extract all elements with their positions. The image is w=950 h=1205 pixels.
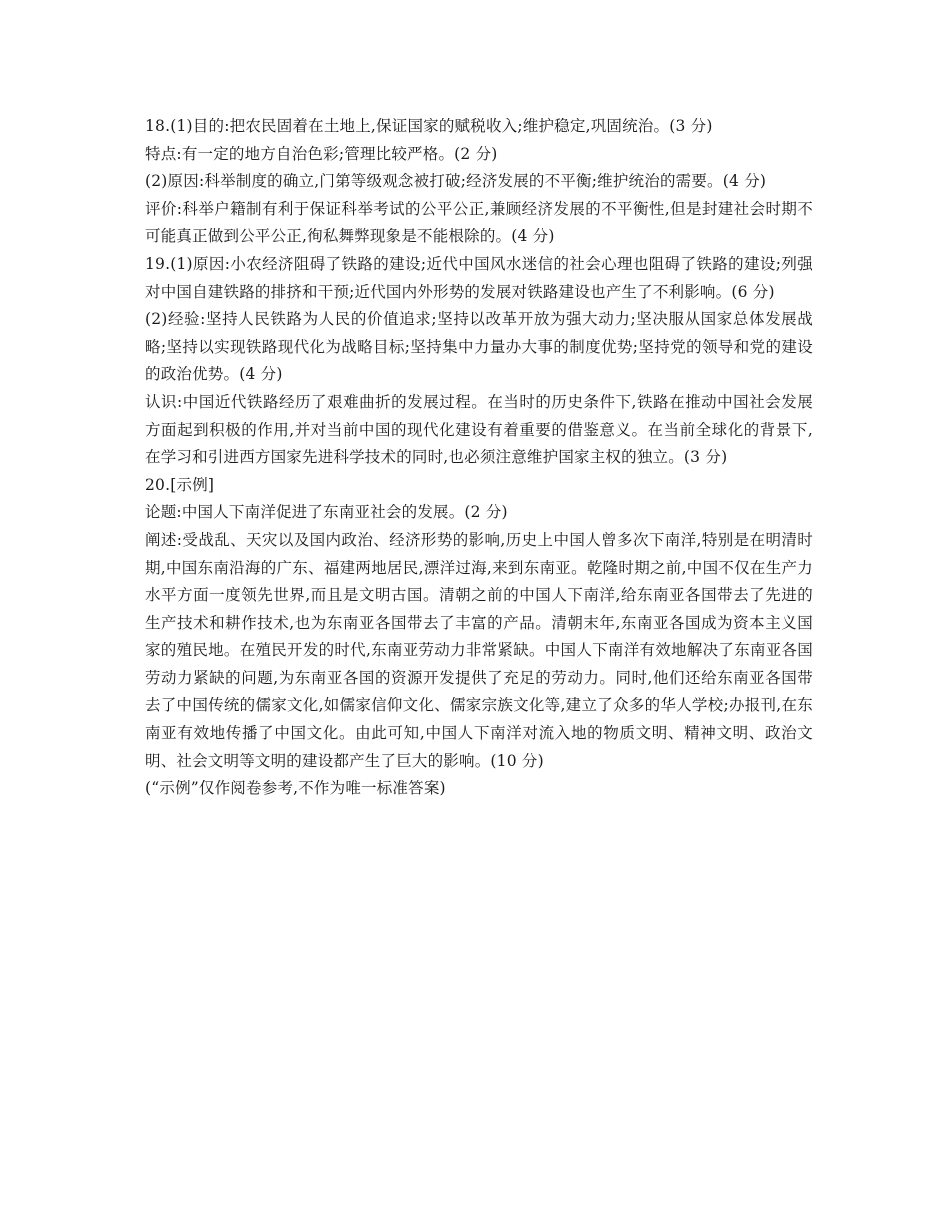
q18-evaluation: 评价:科举户籍制有利于保证科举考试的公平公正,兼顾经济发展的不平衡性,但是封建社会时期不可能真正做到公平公正,徇私舞弊现象是不能根除的。(4 分) [145, 199, 813, 246]
q18-line-2: 特点:有一定的地方自治色彩;管理比较严格。(2 分) [145, 144, 498, 163]
q18-line-1: 18.(1)目的:把农民固着在土地上,保证国家的赋税收入;维护稳定,巩固统治。(3 分) [145, 117, 713, 135]
q19-experience: (2)经验:坚持人民铁路为人民的价值追求;坚持以改革开放为强大动力;坚决服从国家总体发展战略;坚持以实现铁路现代化为战略目标;坚持集中力量办大事的制度优势;坚持党的领导和党的建设的政治优势。(4 分) [145, 310, 813, 384]
q20-elaboration: 阐述:受战乱、天灾以及国内政治、经济形势的影响,历史上中国人曾多次下南洋,特别是在明清时期,中国东南沿海的广东、福建两地居民,漂洋过海,来到东南亚。乾隆时期之前,中国不仅在生产力水平方面一度领先世界,而且是文明古国。清朝之前的中国人下南洋,给东南亚各国带去了先进的生产技术和耕作技术,也为东南亚各国带去了丰富的产品。清朝末年,东南亚各国成为资本主义国家的殖民地。在殖民开发的时代,东南亚劳动力非常紧缺。中国人下南洋有效地解决了东南亚各国劳动力紧缺的问题,为东南亚各国的资源开发提供了充足的劳动力。同时,他们还给东南亚各国带去了中国传统的儒家文化,如儒家信仰文化、儒家宗族文化等,建立了众多的华人学校;办报刊,在东南亚有效地传播了中国文化。由此可知,中国人下南洋对流入地的物质文明、精神文明、政治文明、社会文明等文明的建设都产生了巨大的影响。(10 分) [145, 530, 813, 770]
q20-note: (“示例”仅作阅卷参考,不作为唯一标准答案) [145, 779, 446, 798]
answer-content [145, 113, 813, 803]
q20-heading: 20.[示例] [145, 475, 215, 494]
q18-line-3: (2)原因:科举制度的确立,门第等级观念被打破;经济发展的不平衡;维护统治的需要。(4 分) [145, 172, 767, 191]
q19-understanding: 认识:中国近代铁路经历了艰难曲折的发展过程。在当时的历史条件下,铁路在推动中国社会发展方面起到积极的作用,并对当前中国的现代化建设有着重要的借鉴意义。在当前全球化的背景下,在学习和引进西方国家先进科学技术的同时,也必须注意维护国家主权的独立。(3 分) [145, 392, 813, 467]
q20-thesis: 论题:中国人下南洋促进了东南亚社会的发展。(2 分) [145, 503, 508, 522]
q19-reasons: 19.(1)原因:小农经济阻碍了铁路的建设;近代中国风水迷信的社会心理也阻碍了铁路的建设;列强对中国自建铁路的排挤和干预;近代国内外形势的发展对铁路建设也产生了不利影响。(6 分) [145, 254, 813, 301]
